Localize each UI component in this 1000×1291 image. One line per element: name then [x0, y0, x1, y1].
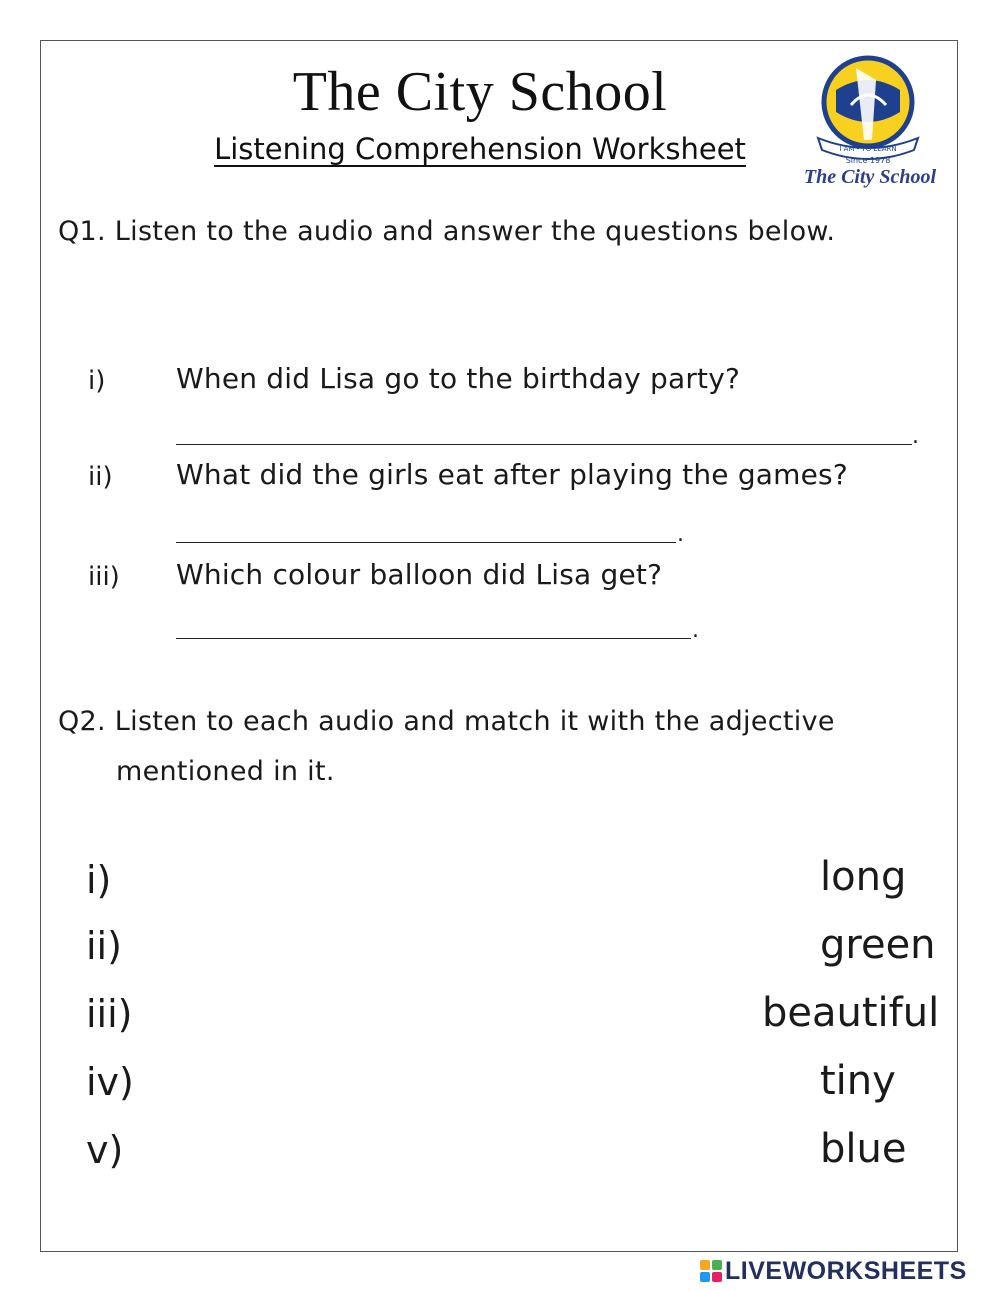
answer-line-end: .: [692, 618, 699, 643]
q1-question-text: Which colour balloon did Lisa get?: [176, 558, 663, 591]
match-item-number: iii): [86, 992, 133, 1036]
worksheet-title: Listening Comprehension Worksheet: [214, 132, 746, 166]
answer-line-end: .: [912, 424, 919, 449]
match-adjective[interactable]: tiny: [820, 1058, 896, 1104]
q2-heading: Q2. Listen to each audio and match it with the adjective: [58, 706, 835, 737]
q1-item-number: iii): [88, 562, 120, 592]
match-item-number: ii): [86, 924, 122, 968]
match-item-number: v): [86, 1128, 124, 1172]
q2-heading-continued: mentioned in it.: [116, 756, 335, 787]
logo-ribbon-text: I AM - TO LEARN: [839, 145, 897, 153]
logo-caption: The City School: [803, 166, 937, 188]
match-adjective[interactable]: green: [820, 922, 936, 968]
match-adjective[interactable]: long: [820, 854, 907, 900]
school-crest-icon: [818, 58, 918, 159]
q1-item-number: ii): [88, 462, 113, 492]
match-item-number: i): [86, 858, 112, 902]
logo-since-text: Since 1978: [845, 156, 891, 165]
answer-line[interactable]: [176, 638, 691, 639]
q1-question-text: When did Lisa go to the birthday party?: [176, 362, 741, 395]
liveworksheets-text: LIVEWORKSHEETS: [725, 1256, 967, 1285]
match-item-number: iv): [86, 1060, 134, 1104]
answer-line[interactable]: [176, 542, 676, 543]
match-adjective[interactable]: beautiful: [762, 990, 940, 1036]
q1-heading: Q1. Listen to the audio and answer the questions below.: [58, 216, 836, 247]
liveworksheets-logo-icon: [700, 1260, 722, 1282]
answer-line[interactable]: [176, 444, 912, 445]
q1-item-number: i): [88, 366, 106, 396]
liveworksheets-brand: [700, 1256, 967, 1286]
q1-question-text: What did the girls eat after playing the games?: [176, 458, 848, 491]
answer-line-end: .: [677, 522, 684, 547]
match-adjective[interactable]: blue: [820, 1126, 907, 1172]
school-name: The City School: [292, 61, 668, 123]
